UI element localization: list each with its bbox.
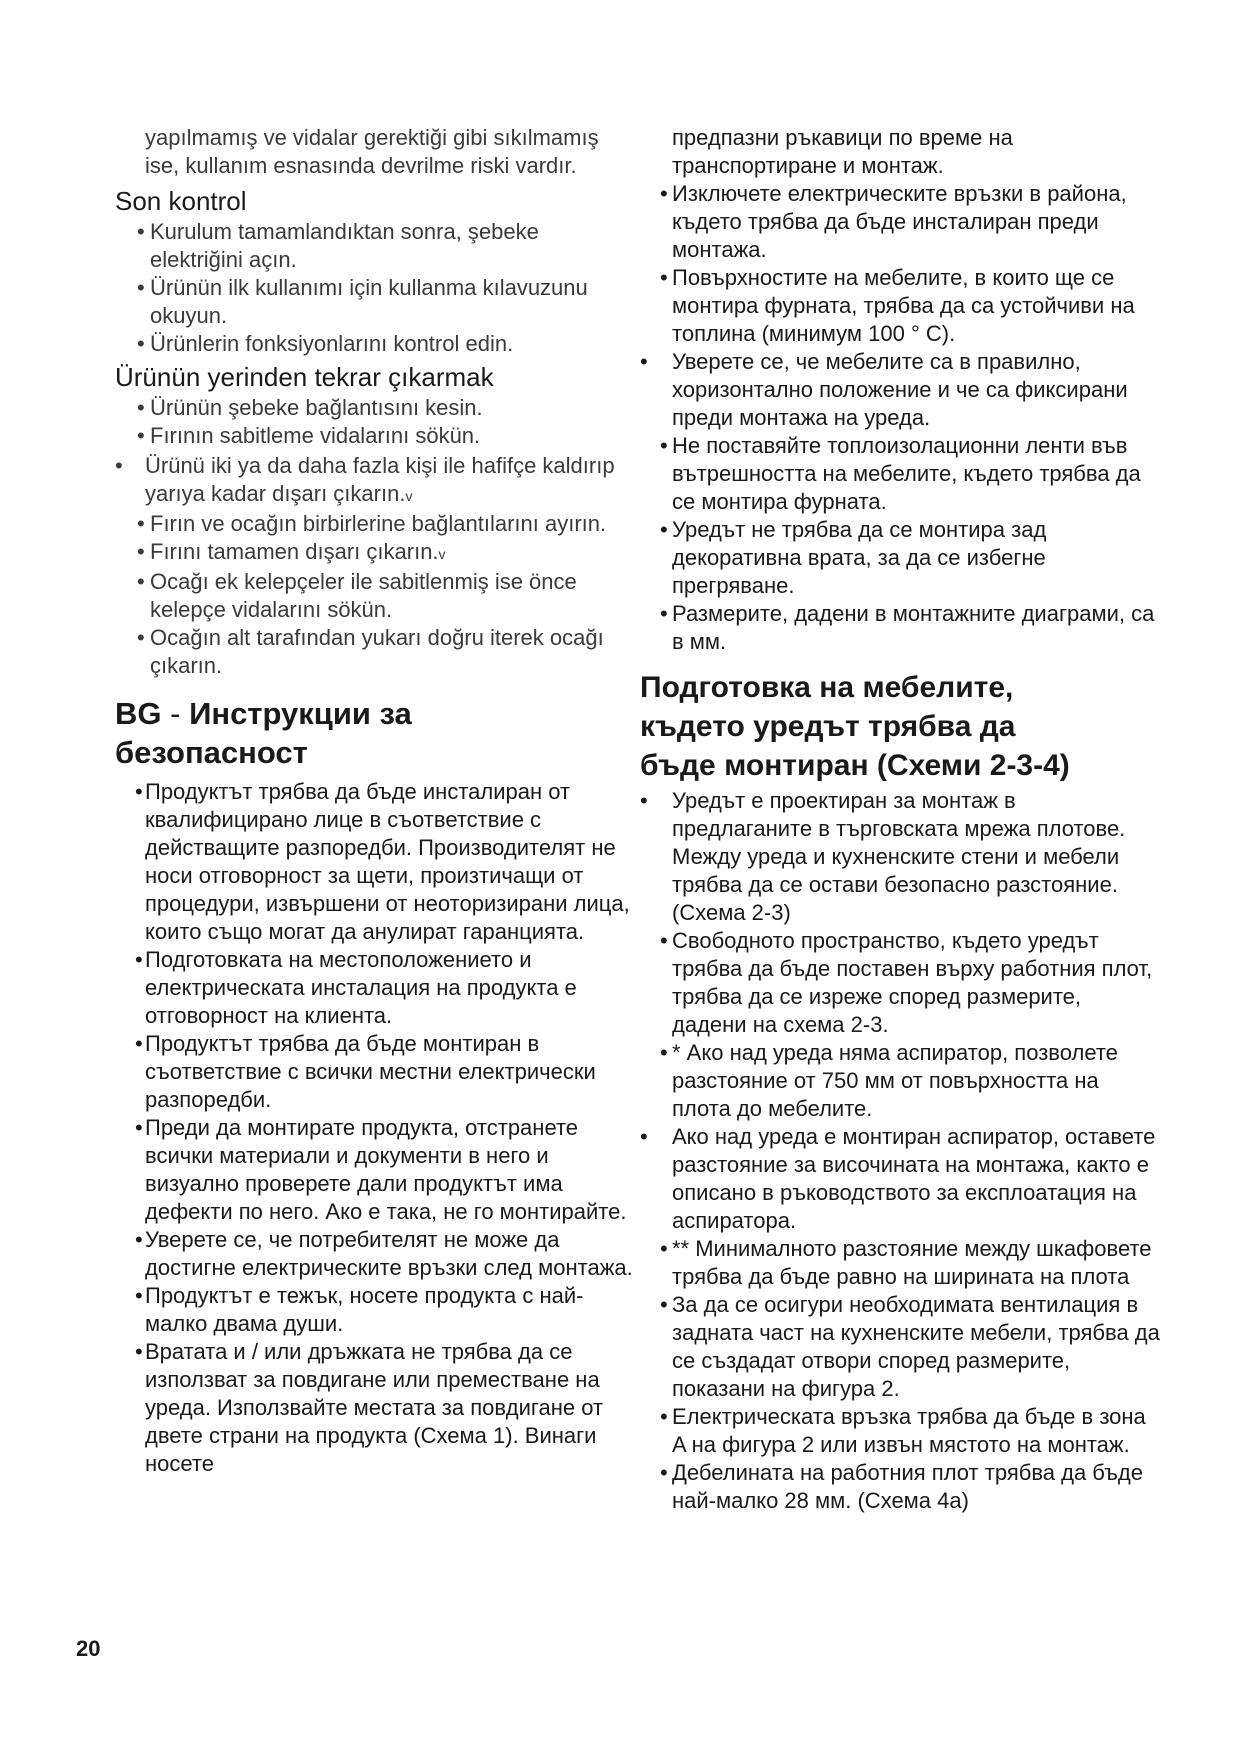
list-item: • Преди да монтирате продукта, отстранете всички материали и документи в него и визуално проверете дали продуктът има дефекти по него. Ако е така, не го монтирайте. <box>135 1115 627 1224</box>
list-item: • ** Минималното разстояние между шкафовете трябва да бъде равно на ширината на плота <box>660 1236 1152 1289</box>
page-number: 20 <box>76 1636 101 1661</box>
list-item: • Fırını tamamen dışarı çıkarın.v <box>137 539 446 564</box>
left-column <box>115 124 635 1478</box>
list-item: • Ürünü iki ya da daha fazla kişi ile hafifçe kaldırıp yarıya kadar dışarı çıkarın.v <box>115 453 615 506</box>
list-item: • * Ако над уреда няма аспиратор, позволете разстояние от 750 мм от повърхността на плота до мебелите. <box>660 1040 1118 1121</box>
bg-title-line2: безопасност <box>115 735 308 770</box>
list-item: • Ocağı ek kelepçeler ile sabitlenmiş ise önce kelepçe vidalarını sökün. <box>137 569 577 622</box>
right-column <box>640 124 1160 1515</box>
list-item: • Изключете електрическите връзки в района, където трябва да бъде инсталиран преди монтажа. <box>660 181 1127 262</box>
list-item: • Подготовката на местоположението и електрическата инсталация на продукта е отговорност на клиента. <box>135 947 577 1028</box>
list-item: • Продуктът трябва да бъде монтиран в съответствие с всички местни електрически разпоредби. <box>135 1031 596 1112</box>
list-item: • Размерите, дадени в монтажните диаграми, са в мм. <box>660 601 1155 654</box>
list-item: • За да се осигури необходимата вентилация в задната част на кухненските мебели, трябва да се създадат отвори според размерите, показани на фигура 2. <box>660 1292 1160 1401</box>
bg-code: BG <box>115 696 162 731</box>
v-mark: v <box>405 488 413 504</box>
list-item: • Уверете се, че потребителят не може да достигне електрическите връзки след монтажа. <box>135 1227 633 1280</box>
list-item: • Ürünün şebeke bağlantısını kesin. <box>137 395 483 420</box>
removal-heading: Ürünün yerinden tekrar çıkarmak <box>115 362 494 392</box>
list-item: • Не поставяйте топлоизолационни ленти във вътрешността на мебелите, където трябва да се монтира фурната. <box>660 433 1141 514</box>
list-item: • Уверете се, че мебелите са в правилно, хоризонтално положение и че са фиксирани преди монтажа на уреда. <box>640 349 1128 430</box>
continuation-paragraph: предпазни ръкавици по време на транспортиране и монтаж. <box>672 125 1013 178</box>
title-line-2: където уредът трябва да <box>640 710 1016 743</box>
list-item: • Свободното пространство, където уредът трябва да бъде поставен върху работния плот, трябва да се изреже според размерите, дадени на схема 2-3. <box>660 928 1153 1037</box>
list-item: • Ürünün ilk kullanımı için kullanma kılavuzunu okuyun. <box>137 275 588 328</box>
v-mark: v <box>438 546 446 562</box>
tr-intro-paragraph: yapılmamış ve vidalar gerektiği gibi sıkılmamış ise, kullanım esnasında devrilme riski vardır. <box>145 125 599 178</box>
list-item: • Kurulum tamamlandıktan sonra, şebeke elektriğini açın. <box>137 219 539 272</box>
list-item: • Продуктът трябва да бъде инсталиран от квалифицирано лице в съответствие с действащите разпоредби. Производителят не носи отговорност за щети, произтичащи от процедури, извършени от неоторизирани лица, които също могат да анулират гаранцията. <box>135 779 630 944</box>
bg-sep: - <box>161 696 190 731</box>
furniture-section-title <box>640 668 1160 785</box>
list-item: • Ürünlerin fonksiyonlarını kontrol edin. <box>137 331 514 356</box>
list-item: • Уредът е проектиран за монтаж в предлаганите в търговската мрежа плотове. Между уреда и кухненските стени и мебели трябва да се остави безопасно разстояние. (Схема 2-3) <box>640 788 1126 925</box>
son-kontrol-heading: Son kontrol <box>115 186 247 216</box>
list-item: • Уредът не трябва да се монтира зад декоративна врата, за да се избегне прегряване. <box>660 517 1047 598</box>
bg-title-line1: Инструкции за <box>189 696 412 731</box>
list-item: • Ако над уреда е монтиран аспиратор, оставете разстояние за височината на монтажа, както е описано в ръководството за експлоатация на аспиратора. <box>640 1124 1156 1233</box>
title-line-1: Подготовка на мебелите, <box>640 671 1014 704</box>
title-line-3: бъде монтиран (Схеми 2-3-4) <box>640 749 1070 782</box>
list-item: • Дебелината на работния плот трябва да бъде най-малко 28 мм. (Схема 4a) <box>660 1460 1143 1513</box>
bg-section-title <box>115 694 635 772</box>
list-item: • Fırın ve ocağın birbirlerine bağlantılarını ayırın. <box>137 511 607 536</box>
list-item: • Повърхностите на мебелите, в които ще се монтира фурната, трябва да са устойчиви на топлина (минимум 100 ° C). <box>660 265 1135 346</box>
list-item: • Електрическата връзка трябва да бъде в зона A на фигура 2 или извън мястото на монтаж. <box>660 1404 1146 1457</box>
list-item: • Продуктът е тежък, носете продукта с най-малко двама души. <box>135 1283 584 1336</box>
list-item: • Ocağın alt tarafından yukarı doğru iterek ocağı çıkarın. <box>137 625 604 678</box>
list-item: • Fırının sabitleme vidalarını sökün. <box>137 423 481 448</box>
list-item: • Вратата и / или дръжката не трябва да се използват за повдигане или преместване на уреда. Използвайте местата за повдигане от двете страни на продукта (Схема 1). Винаги носете <box>135 1339 604 1476</box>
